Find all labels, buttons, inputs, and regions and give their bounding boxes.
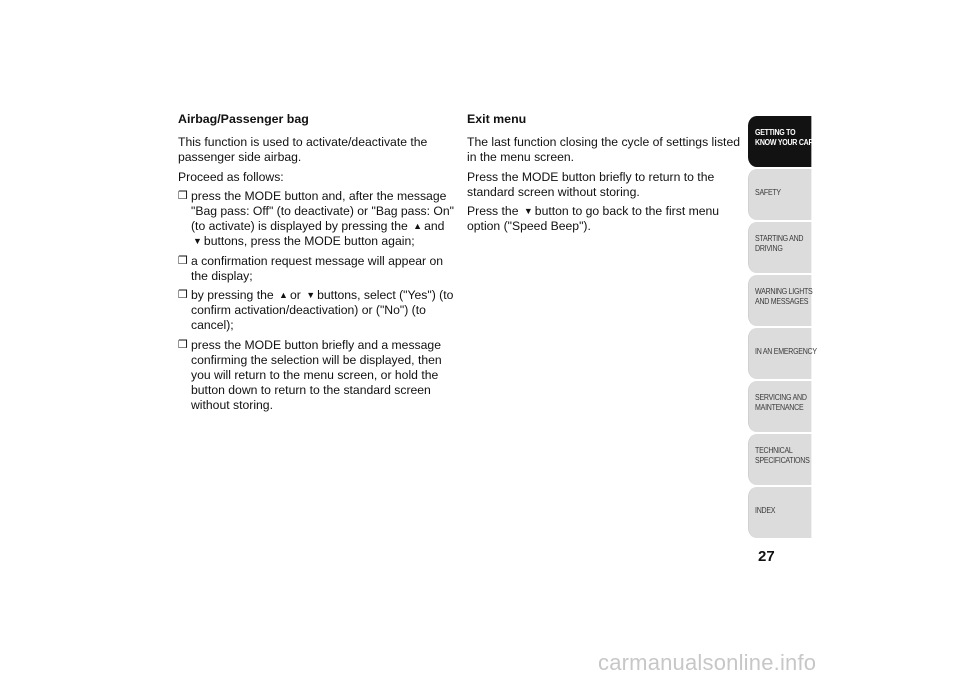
list-item — [178, 288, 456, 334]
arrow-down-icon: ▼ — [193, 236, 202, 247]
tab-label: SERVICING AND — [755, 393, 807, 402]
tab-label: SPECIFICATIONS — [755, 456, 810, 465]
tab-label: SAFETY — [755, 188, 781, 197]
page-number: 27 — [758, 548, 775, 565]
step-text: buttons, select ("Yes") (to confirm activation/deactivation) or ("No") (to cancel); — [191, 288, 454, 333]
tab-technical-specifications[interactable] — [748, 434, 811, 485]
tab-getting-to-know-your-car[interactable] — [748, 116, 814, 167]
checkbox-icon: ❒ — [178, 189, 188, 202]
tab-label: AND MESSAGES — [755, 297, 809, 306]
tab-label: TECHNICAL — [755, 446, 793, 455]
right-column — [467, 112, 745, 238]
step-text: and — [424, 219, 445, 234]
checkbox-icon: ❒ — [178, 254, 188, 267]
list-item — [178, 189, 456, 250]
proceed-label: Proceed as follows: — [178, 169, 284, 184]
section-heading-exit-menu: Exit menu — [467, 112, 527, 126]
tab-label: MAINTENANCE — [755, 403, 804, 412]
checkbox-icon: ❒ — [178, 338, 188, 351]
tab-starting-and-driving[interactable] — [748, 222, 811, 273]
tab-safety[interactable] — [748, 169, 811, 220]
list-item — [178, 254, 456, 284]
checkbox-icon: ❒ — [178, 289, 188, 302]
tab-index[interactable] — [748, 487, 811, 538]
steps-list — [178, 189, 456, 414]
tab-label: GETTING TO — [755, 128, 796, 137]
watermark: carmanualsonline.info — [598, 650, 817, 675]
intro-paragraph: This function is used to activate/deactivate the passenger side airbag. — [178, 135, 428, 165]
paragraph-text: Press the — [467, 204, 519, 219]
tab-warning-lights-and-messages[interactable] — [748, 275, 811, 326]
step-text: or — [289, 288, 301, 303]
arrow-down-icon: ▼ — [306, 290, 316, 301]
paragraph-text: button to go back to the first menu option ("Speed Beep"). — [467, 204, 720, 234]
tab-label: WARNING LIGHTS — [755, 287, 813, 296]
step-text: press the MODE button and, after the message "Bag pass: Off" (to deactivate) or "Bag pass: On" (to activate) is displayed by pressing the — [191, 188, 454, 234]
tab-label: KNOW YOUR CAR — [755, 138, 814, 147]
step-text: by pressing the — [191, 288, 274, 303]
tab-in-an-emergency[interactable] — [748, 328, 817, 379]
paragraph: The last function closing the cycle of settings listed in the menu screen. — [467, 135, 741, 165]
step-text: a confirmation request message will appear on the display; — [191, 253, 444, 283]
paragraph: Press the MODE button briefly to return to the standard screen without storing. — [467, 169, 715, 199]
tab-servicing-and-maintenance[interactable] — [748, 381, 811, 432]
arrow-down-icon: ▼ — [523, 206, 533, 217]
tab-label: INDEX — [755, 506, 776, 515]
arrow-up-icon: ▲ — [279, 290, 288, 301]
paragraph — [467, 204, 745, 234]
list-item — [178, 338, 456, 414]
arrow-up-icon: ▲ — [413, 221, 423, 232]
tab-label: DRIVING — [755, 244, 783, 253]
chapter-tabs — [748, 116, 820, 540]
tab-label: STARTING AND — [755, 234, 804, 243]
tab-label: IN AN EMERGENCY — [755, 347, 817, 356]
section-heading-airbag: Airbag/Passenger bag — [178, 112, 309, 126]
step-text: press the MODE button briefly and a message confirming the selection will be displayed, then you will return to the menu screen, or hold the button down to return to the standard screen without storing. — [191, 337, 442, 413]
left-column — [178, 112, 456, 418]
step-text: buttons, press the MODE button again; — [203, 234, 415, 249]
